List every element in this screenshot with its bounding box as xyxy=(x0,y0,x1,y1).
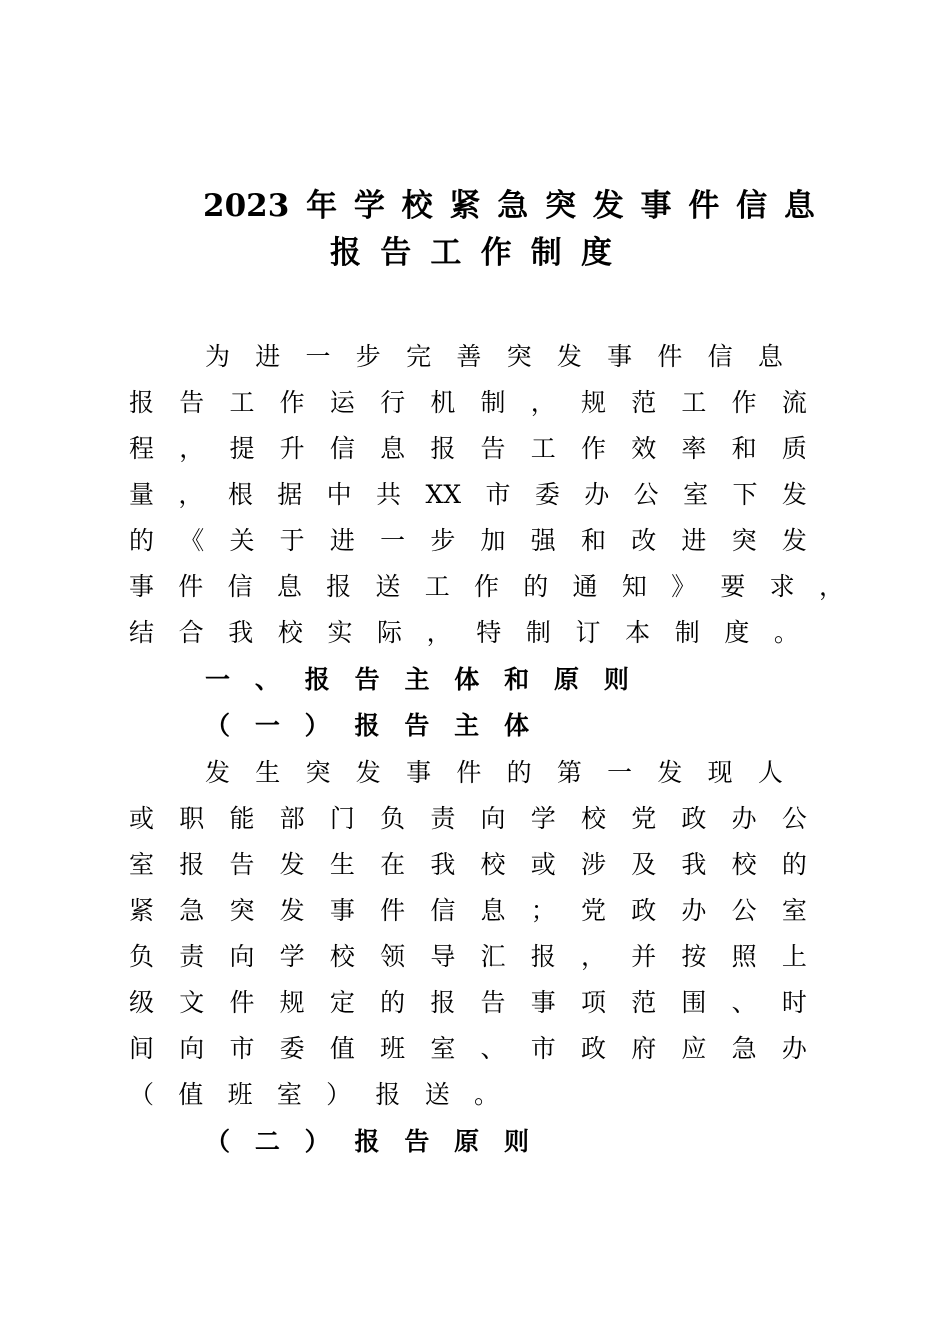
intro-line-5: 的 《 关 于 进 一 步 加 强 和 改 进 突 发 xyxy=(129,526,807,555)
intro-line-3: 程 ， 提 升 信 息 报 告 工 作 效 率 和 质 xyxy=(129,434,807,463)
section-1-heading: 一 、 报 告 主 体 和 原 则 xyxy=(205,665,629,694)
subsection-1-line-4: 紧 急 突 发 事 件 信 息 ； 党 政 办 公 室 xyxy=(129,896,807,925)
subsection-1-line-6: 级 文 件 规 定 的 报 告 事 项 范 围 、 时 xyxy=(129,988,807,1017)
subsection-1-line-3: 室 报 告 发 生 在 我 校 或 涉 及 我 校 的 xyxy=(129,850,807,879)
subsection-1-heading: （ 一 ） 报 告 主 体 xyxy=(205,711,529,740)
intro-line-1: 为 进 一 步 完 善 突 发 事 件 信 息 xyxy=(205,342,783,371)
subsection-1-line-2: 或 职 能 部 门 负 责 向 学 校 党 政 办 公 xyxy=(129,804,807,833)
document-title-line-2: 报 告 工 作 制 度 xyxy=(330,235,612,271)
document-title-line-1: 2023 年 学 校 紧 急 突 发 事 件 信 息 xyxy=(203,188,815,224)
intro-line-2: 报 告 工 作 运 行 机 制 ， 规 范 工 作 流 xyxy=(129,388,807,417)
intro-line-6: 事 件 信 息 报 送 工 作 的 通 知 》 要 求 ， xyxy=(129,572,844,601)
intro-line-4: 量 ， 根 据 中 共 XX 市 委 办 公 室 下 发 xyxy=(129,480,807,509)
intro-line-7: 结 合 我 校 实 际 ， 特 制 订 本 制 度 。 xyxy=(129,618,799,647)
subsection-2-heading: （ 二 ） 报 告 原 则 xyxy=(205,1127,529,1156)
subsection-1-line-5: 负 责 向 学 校 领 导 汇 报 ， 并 按 照 上 xyxy=(129,942,807,971)
subsection-1-line-7: 间 向 市 委 值 班 室 、 市 政 府 应 急 办 xyxy=(129,1034,807,1063)
subsection-1-line-1: 发 生 突 发 事 件 的 第 一 发 现 人 xyxy=(205,758,783,787)
subsection-1-line-8: （ 值 班 室 ） 报 送 。 xyxy=(129,1080,499,1109)
